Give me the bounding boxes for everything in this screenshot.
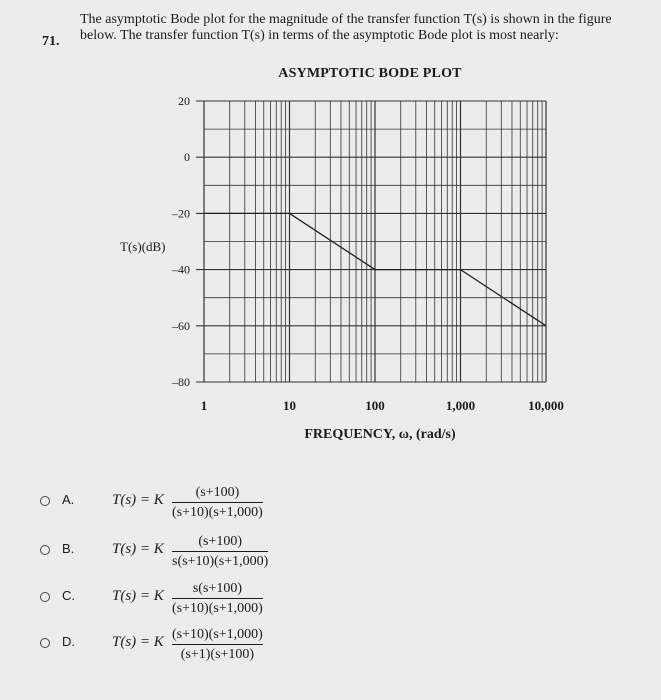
- option-b[interactable]: [40, 533, 360, 569]
- option-lhs: T(s) = K: [112, 588, 164, 604]
- x-axis-label: FREQUENCY, ω, (rad/s): [304, 427, 456, 442]
- question-text-line2: below. The transfer function T(s) in terms of the asymptotic Bode plot is most nearly:: [80, 28, 559, 43]
- x-tick-label: 1: [200, 398, 208, 413]
- option-letter: D.: [62, 634, 75, 649]
- fraction-denominator: s(s+10)(s+1,000): [172, 554, 269, 570]
- radio-option-c[interactable]: [40, 592, 50, 602]
- fraction-numerator: (s+100): [195, 485, 240, 500]
- option-lhs: T(s) = K: [112, 634, 164, 650]
- question-number: 71.: [42, 34, 60, 49]
- option-fraction: [172, 484, 263, 521]
- y-tick-label: –60: [172, 318, 190, 333]
- x-tick-label: 100: [365, 398, 385, 413]
- option-letter: A.: [62, 492, 75, 507]
- fraction-numerator: (s+100): [198, 534, 242, 549]
- x-tick-label: 10,000: [528, 398, 564, 413]
- option-letter: B.: [62, 541, 75, 556]
- option-c[interactable]: [40, 580, 360, 616]
- fraction-numerator: s(s+100): [192, 581, 242, 596]
- y-tick-label: 0: [184, 150, 190, 165]
- fraction-bar: [172, 644, 263, 645]
- y-tick-labels: [171, 94, 190, 389]
- fraction-bar: [172, 551, 268, 552]
- option-lhs: T(s) = K: [112, 492, 164, 508]
- x-tick-labels: [201, 398, 564, 413]
- option-letter: C.: [62, 588, 75, 603]
- radio-option-b[interactable]: [40, 545, 50, 555]
- fraction-denominator: (s+10)(s+1,000): [172, 505, 263, 521]
- fraction-denominator: (s+10)(s+1,000): [172, 601, 263, 617]
- option-fraction: [172, 580, 263, 617]
- plot-grid: [196, 101, 546, 382]
- option-fraction: [172, 533, 268, 570]
- option-a[interactable]: [40, 484, 360, 520]
- y-tick-label: –40: [172, 262, 190, 277]
- y-tick-label: –20: [172, 206, 190, 221]
- y-axis-label: T(s)(dB): [120, 239, 166, 254]
- fraction-denominator: (s+1)(s+100): [180, 647, 255, 663]
- x-tick-label: 10: [283, 398, 296, 413]
- radio-option-a[interactable]: [40, 496, 50, 506]
- option-d[interactable]: [40, 626, 360, 662]
- fraction-bar: [172, 502, 263, 503]
- fraction-numerator: (s+10)(s+1,000): [172, 627, 263, 642]
- y-tick-label: –80: [172, 375, 190, 389]
- option-fraction: [172, 626, 263, 663]
- x-tick-label: 1,000: [445, 398, 476, 413]
- y-tick-label: 20: [178, 94, 190, 108]
- radio-option-d[interactable]: [40, 638, 50, 648]
- fraction-bar: [172, 598, 263, 599]
- chart-title: ASYMPTOTIC BODE PLOT: [278, 66, 462, 81]
- question-text-line1: The asymptotic Bode plot for the magnitude of the transfer function T(s) is shown in the figure: [80, 12, 612, 27]
- option-lhs: T(s) = K: [112, 541, 164, 557]
